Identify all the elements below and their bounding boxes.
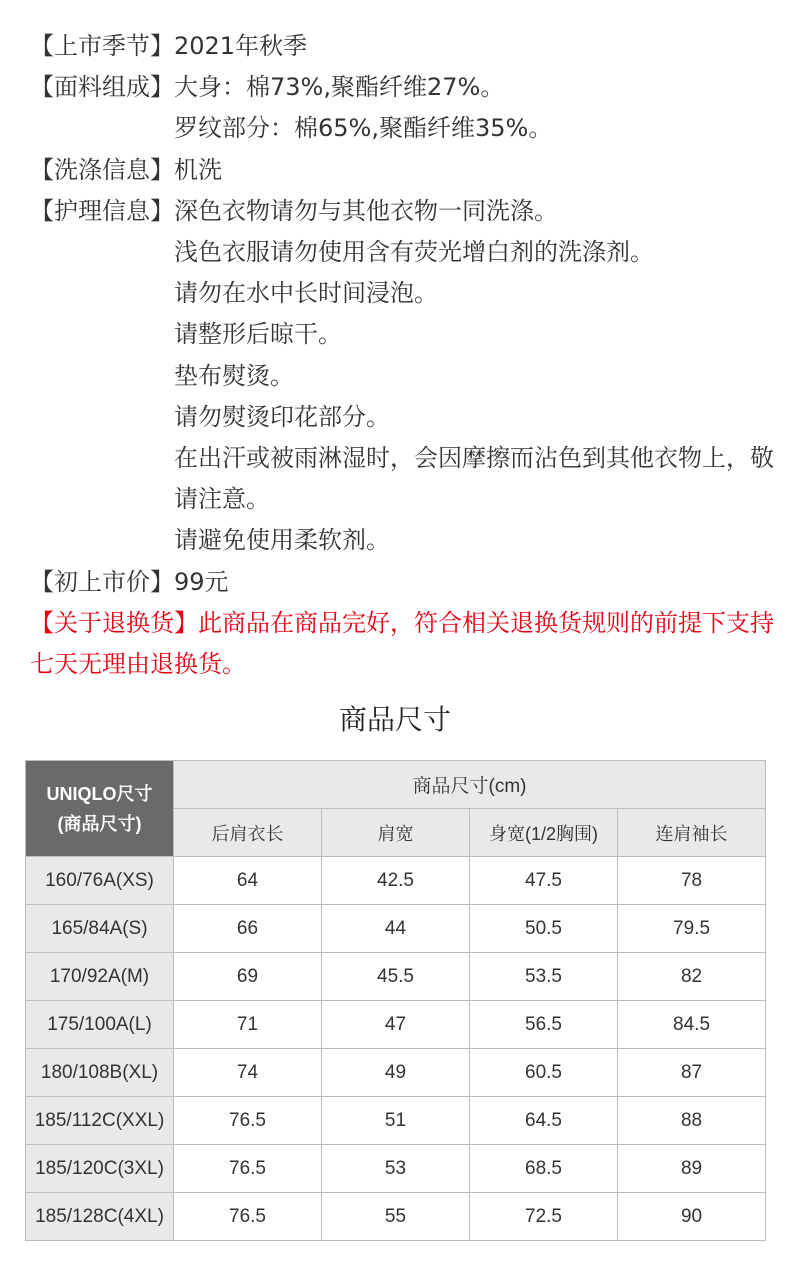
- info-label: 【面料组成】: [30, 73, 174, 102]
- table-cell: 89: [618, 1145, 766, 1193]
- table-cell: 55: [322, 1193, 470, 1241]
- column-header: 身宽(1/2胸围): [470, 809, 618, 857]
- table-cell: 78: [618, 857, 766, 905]
- table-cell: 56.5: [470, 1001, 618, 1049]
- info-label: 【上市季节】: [30, 32, 174, 60]
- return-policy-notice: 【关于退换货】此商品在商品完好，符合相关退换货规则的前提下支持七天无理由退换货。: [30, 608, 774, 679]
- corner-line: (商品尺寸): [57, 813, 142, 834]
- info-season: [30, 26, 775, 67]
- table-cell: 90: [618, 1193, 766, 1241]
- corner-line: UNIQLO尺寸: [46, 783, 153, 804]
- table-cell: 64.5: [470, 1097, 618, 1145]
- info-value: 99元: [174, 567, 229, 596]
- column-header: 肩宽: [322, 809, 470, 857]
- table-cell: 49: [322, 1049, 470, 1097]
- table-cell: 44: [322, 905, 470, 953]
- table-cell: 69: [174, 953, 322, 1001]
- info-value: 请勿在水中长时间浸泡。: [174, 279, 438, 308]
- table-row: [26, 1145, 766, 1193]
- info-values: [174, 150, 775, 191]
- size-group-header: 商品尺寸(cm): [174, 761, 766, 809]
- info-value: 在出汗或被雨淋湿时，会因摩擦而沾色到其他衣物上，敬请注意。: [174, 444, 774, 514]
- size-cell: 160/76A(XS): [26, 857, 174, 905]
- info-washing: [30, 150, 775, 191]
- info-values: [174, 26, 775, 67]
- size-cell: 185/120C(3XL): [26, 1145, 174, 1193]
- table-cell: 76.5: [174, 1145, 322, 1193]
- table-cell: 53: [322, 1145, 470, 1193]
- info-fabric: [30, 67, 775, 149]
- info-label: 【初上市价】: [30, 567, 174, 596]
- info-value: 请整形后晾干。: [174, 320, 342, 349]
- info-value: 深色衣物请勿与其他衣物一同洗涤。: [174, 196, 558, 225]
- column-header: 连肩袖长: [618, 809, 766, 857]
- table-cell: 64: [174, 857, 322, 905]
- size-cell: 185/128C(4XL): [26, 1193, 174, 1241]
- info-care: [30, 191, 775, 562]
- info-value: 浅色衣服请勿使用含有荧光增白剂的洗涤剂。: [174, 238, 654, 267]
- info-value: 罗纹部分：棉65%,聚酯纤维35%。: [174, 114, 553, 143]
- table-cell: 68.5: [470, 1145, 618, 1193]
- table-cell: 51: [322, 1097, 470, 1145]
- table-row: [26, 905, 766, 953]
- table-cell: 47.5: [470, 857, 618, 905]
- table-cell: 53.5: [470, 953, 618, 1001]
- table-cell: 60.5: [470, 1049, 618, 1097]
- table-row: [26, 1097, 766, 1145]
- table-cell: 45.5: [322, 953, 470, 1001]
- table-cell: 76.5: [174, 1193, 322, 1241]
- table-row: [26, 1049, 766, 1097]
- table-cell: 84.5: [618, 1001, 766, 1049]
- table-cell: 50.5: [470, 905, 618, 953]
- info-value: 垫布熨烫。: [174, 361, 294, 390]
- size-table: [25, 760, 766, 1241]
- table-cell: 42.5: [322, 857, 470, 905]
- table-cell: 87: [618, 1049, 766, 1097]
- info-values: [174, 191, 775, 562]
- table-cell: 74: [174, 1049, 322, 1097]
- table-row: [26, 953, 766, 1001]
- info-value: 大身：棉73%,聚酯纤维27%。: [174, 73, 505, 102]
- info-values: [174, 67, 775, 149]
- size-cell: 175/100A(L): [26, 1001, 174, 1049]
- product-info: [30, 26, 775, 685]
- table-cell: 88: [618, 1097, 766, 1145]
- info-value: 机洗: [174, 155, 222, 184]
- info-value: 请避免使用柔软剂。: [174, 526, 390, 555]
- table-cell: 76.5: [174, 1097, 322, 1145]
- size-corner-header: [26, 761, 174, 857]
- column-header: 后肩衣长: [174, 809, 322, 857]
- table-cell: 71: [174, 1001, 322, 1049]
- table-cell: 79.5: [618, 905, 766, 953]
- table-cell: 47: [322, 1001, 470, 1049]
- info-value: 2021年秋季: [174, 32, 308, 60]
- size-section-title: 商品尺寸: [338, 703, 451, 736]
- size-cell: 170/92A(M): [26, 953, 174, 1001]
- info-label: 【洗涤信息】: [30, 155, 174, 184]
- size-cell: 165/84A(S): [26, 905, 174, 953]
- table-cell: 82: [618, 953, 766, 1001]
- table-cell: 66: [174, 905, 322, 953]
- table-row: [26, 857, 766, 905]
- info-value: 请勿熨烫印花部分。: [174, 402, 390, 431]
- table-cell: 72.5: [470, 1193, 618, 1241]
- info-values: [174, 562, 775, 603]
- table-row: [26, 1193, 766, 1241]
- info-price: [30, 562, 775, 603]
- size-cell: 180/108B(XL): [26, 1049, 174, 1097]
- table-row: [26, 1001, 766, 1049]
- size-cell: 185/112C(XXL): [26, 1097, 174, 1145]
- info-label: 【护理信息】: [30, 196, 174, 225]
